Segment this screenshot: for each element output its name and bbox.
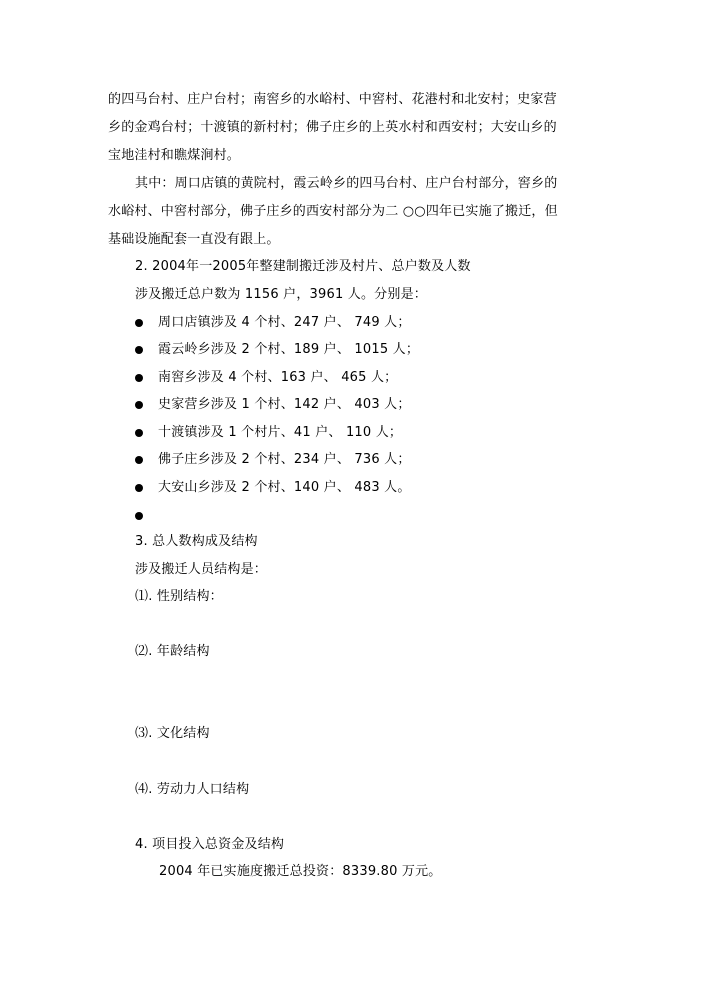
paragraph-2-line-1: 其中：周口店镇的黄院村，霞云岭乡的四马台村、庄户台村部分，窖乡的 — [135, 176, 558, 191]
age-structure-label: ⑵. 年龄结构 — [135, 644, 210, 659]
bullet-icon — [135, 401, 143, 409]
list-item-text: 十渡镇涉及 1 个村片、41 户、 110 人； — [158, 425, 403, 440]
bullet-icon — [135, 374, 143, 382]
bullet-icon — [135, 512, 143, 520]
total-investment-line: 2004 年已实施度搬迁总投资：8339.80 万元。 — [159, 864, 442, 879]
list-item-text: 南窖乡涉及 4 个村、163 户、 465 人； — [158, 370, 398, 385]
list-item-text: 大安山乡涉及 2 个村、140 户、 483 人。 — [158, 480, 411, 495]
section-2-intro: 涉及搬迁总户数为 1156 户，3961 人。分别是： — [135, 287, 427, 302]
paragraph-2-line-3: 基础设施配套一直没有跟上。 — [108, 232, 280, 247]
list-item-text: 周口店镇涉及 4 个村、247 户、 749 人； — [158, 315, 411, 330]
paragraph-1-line-1: 的四马台村、庄户台村；南窖乡的水峪村、中窖村、花港村和北安村；史家营 — [108, 92, 557, 107]
paragraph-1-line-3: 宝地洼村和瞧煤涧村。 — [108, 148, 241, 163]
education-structure-label: ⑶. 文化结构 — [135, 726, 210, 741]
section-2-heading: 2. 2004年一2005年整建制搬迁涉及村片、总户数及人数 — [135, 259, 471, 274]
bullet-icon — [135, 456, 143, 464]
bullet-icon — [135, 484, 143, 492]
bullet-icon — [135, 346, 143, 354]
section-3-heading: 3. 总人数构成及结构 — [135, 534, 258, 549]
bullet-icon — [135, 319, 143, 327]
gender-structure-label: ⑴. 性别结构： — [135, 589, 223, 604]
paragraph-2-line-2: 水峪村、中窖村部分，佛子庄乡的西安村部分为二 ○○四年已实施了搬迁，但 — [108, 204, 558, 219]
section-3-intro: 涉及搬迁人员结构是： — [135, 562, 268, 577]
section-4-heading: 4. 项目投入总资金及结构 — [135, 837, 285, 852]
list-item-text: 霞云岭乡涉及 2 个村、189 户、 1015 人； — [158, 342, 420, 357]
list-item-text: 佛子庄乡涉及 2 个村、234 户、 736 人； — [158, 452, 411, 467]
bullet-icon — [135, 429, 143, 437]
paragraph-1-line-2: 乡的金鸡台村；十渡镇的新村村；佛子庄乡的上英水村和西安村；大安山乡的 — [108, 120, 557, 135]
list-item-text: 史家营乡涉及 1 个村、142 户、 403 人； — [158, 397, 411, 412]
labor-structure-label: ⑷. 劳动力人口结构 — [135, 782, 250, 797]
